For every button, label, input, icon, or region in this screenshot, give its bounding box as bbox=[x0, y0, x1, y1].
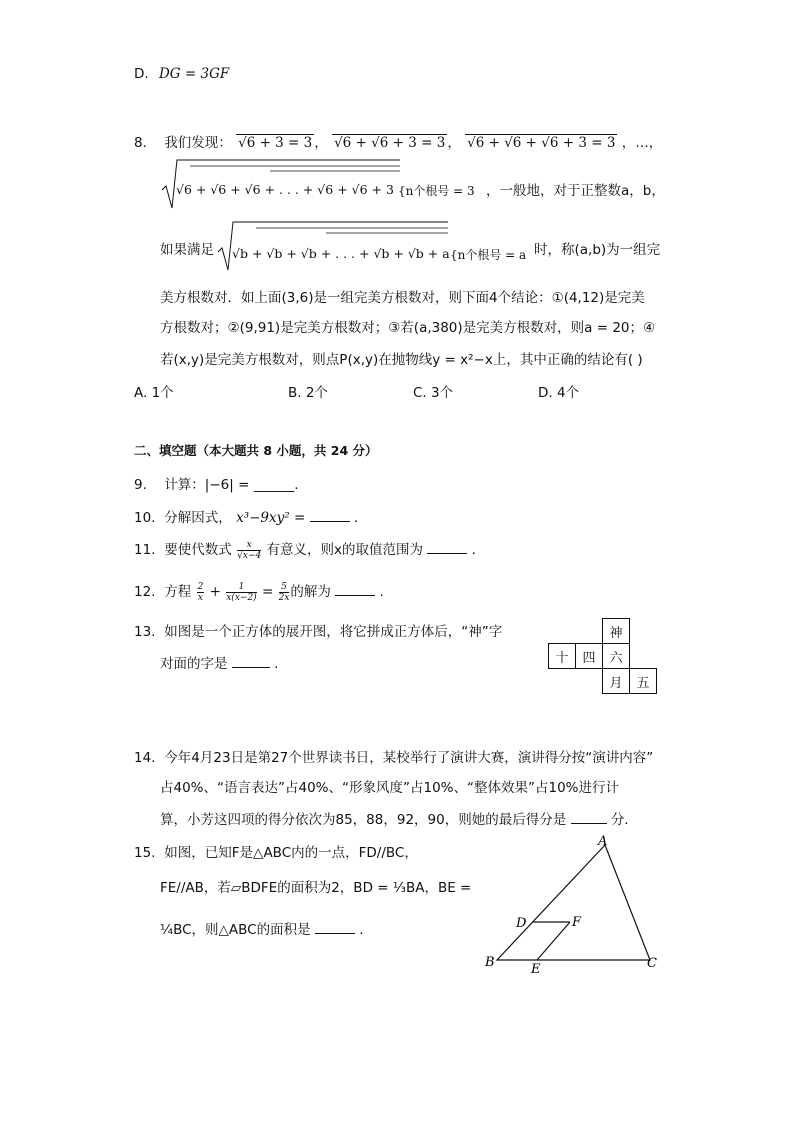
plus-sign: + bbox=[205, 584, 226, 600]
q10-text: 分解因式， bbox=[164, 510, 232, 526]
option-d[interactable]: D. 4个 bbox=[538, 385, 580, 401]
segment-fe bbox=[537, 922, 570, 960]
answer-blank[interactable] bbox=[310, 509, 350, 522]
option-c[interactable]: C. 3个 bbox=[413, 385, 454, 401]
q14-line2: 占40%、“语言表达”占40%、“形象风度”占10%、“整体效果”占10%进行计 bbox=[160, 780, 619, 796]
q8-line3: 美方根数对．如上面(3,6)是一组完美方根数对，则下面4个结论：①(4,12)是完美 bbox=[160, 290, 645, 306]
q8-general-condition bbox=[398, 182, 475, 199]
fraction-numerator: x bbox=[237, 540, 261, 551]
option-b[interactable]: B. 2个 bbox=[288, 385, 328, 401]
q15-line1 bbox=[134, 841, 418, 861]
q15-end: . bbox=[359, 922, 364, 938]
net-cell: 神 bbox=[603, 619, 630, 644]
q13-line1 bbox=[134, 620, 502, 640]
answer-blank[interactable] bbox=[232, 655, 270, 668]
answer-blank[interactable] bbox=[571, 811, 607, 824]
q8-intro: 我们发现： bbox=[164, 135, 232, 151]
q15-text: 如图，已知F是△ABC内的一点，FD//BC， bbox=[164, 845, 418, 861]
label-f: F bbox=[572, 915, 582, 930]
label-b: B bbox=[485, 955, 495, 970]
question-number: 10. bbox=[134, 510, 156, 526]
q8-satisfy-condition bbox=[450, 246, 526, 263]
fraction-denominator: x bbox=[197, 592, 203, 603]
fraction-denominator: 2x bbox=[278, 592, 290, 603]
q8-example-2: √6 + √6 + 3 = 3 bbox=[334, 135, 446, 151]
option-a[interactable]: A. 1个 bbox=[134, 385, 174, 401]
q14-text: 今年4月23日是第27个世界读书日，某校举行了演讲大赛，演讲得分按“演讲内容” bbox=[164, 750, 654, 766]
q11-text: 要使代数式 bbox=[164, 542, 232, 558]
net-cell: 月 bbox=[603, 669, 630, 694]
q11-text-after: 有意义，则x的取值范围为 bbox=[266, 542, 423, 558]
q8-satisfy-prefix: 如果满足 bbox=[160, 242, 214, 258]
answer-blank[interactable] bbox=[315, 921, 355, 934]
fraction-denominator: x(x−2) bbox=[226, 592, 257, 603]
q8-line4: 方根数对；②(9,91)是完美方根数对；③若(a,380)是完美方根数对，则a = 20；④ bbox=[160, 320, 656, 336]
label-a: A bbox=[598, 834, 608, 849]
q12-fraction-3 bbox=[279, 582, 290, 603]
q14-end: 分． bbox=[610, 812, 638, 828]
q12-text-after: 的解为 bbox=[290, 584, 331, 600]
answer-blank[interactable] bbox=[427, 541, 467, 554]
q8-example-3: √6 + √6 + √6 + 3 = 3 bbox=[467, 135, 616, 151]
q15-line2: FE//AB，若▱BDFE的面积为2，BD = ⅓BA，BE = bbox=[160, 880, 472, 896]
label-e: E bbox=[531, 962, 541, 977]
net-cell: 十 bbox=[549, 644, 576, 669]
net-cell: 四 bbox=[576, 644, 603, 669]
q9-text: 计算：|−6| = ______. bbox=[164, 477, 299, 493]
q7-option-d bbox=[134, 66, 229, 82]
q12-text: 方程 bbox=[164, 584, 192, 600]
option-label: D. bbox=[134, 66, 149, 82]
question-12 bbox=[134, 580, 384, 603]
q8-line5: 若(x,y)是完美方根数对，则点P(x,y)在抛物线y = x²−x上，其中正确的结论有( ) bbox=[160, 352, 643, 368]
question-number: 9. bbox=[134, 477, 147, 493]
q8-line1: 8. 我们发现： √6 + 3 = 3 ， √6 + √6 + 3 = 3 ， √6 + √6 + √6 + 3 = 3 ，…， bbox=[134, 135, 663, 151]
q15-line3 bbox=[160, 918, 364, 938]
question-number: 11. bbox=[134, 542, 156, 558]
q14-text-3: 算，小芳这四项的得分依次为85，88，92，90，则她的最后得分是 bbox=[160, 812, 567, 828]
q14-line3 bbox=[160, 808, 638, 828]
q10-expression: x³−9xy² = bbox=[236, 510, 310, 526]
q8-ellipsis: ，…， bbox=[621, 135, 663, 151]
equals-sign: = bbox=[257, 584, 278, 600]
question-10 bbox=[134, 506, 358, 526]
section-title: 二、填空题（本大题共 8 小题，共 24 分） bbox=[134, 443, 378, 458]
fraction-numerator: 2 bbox=[197, 581, 204, 592]
q13-end: . bbox=[274, 656, 279, 672]
fraction-denominator: √x−4 bbox=[237, 550, 262, 561]
question-number: 8. bbox=[134, 135, 147, 151]
q11-fraction bbox=[237, 540, 261, 561]
q8-general-expression: √6 + √6 + √6 + . . . + √6 + √6 + 3 bbox=[176, 182, 394, 197]
triangle-abc bbox=[497, 845, 650, 960]
fraction-numerator: 5 bbox=[279, 582, 290, 593]
q8-satisfy-tail: 时，称(a,b)为一组完 bbox=[534, 242, 661, 258]
net-cell: 六 bbox=[603, 644, 630, 669]
question-number: 14. bbox=[134, 750, 156, 766]
net-cell: 五 bbox=[630, 669, 657, 694]
label-d: D bbox=[516, 916, 527, 931]
q8-satisfy-expression: √b + √b + √b + . . . + √b + √b + a bbox=[232, 246, 450, 261]
question-number: 13. bbox=[134, 624, 156, 640]
question-11 bbox=[134, 538, 476, 561]
label-c: C bbox=[647, 956, 657, 971]
q10-end: . bbox=[353, 510, 359, 526]
question-9 bbox=[134, 473, 298, 493]
q15-text-3: ¼BC，则△ABC的面积是 bbox=[160, 922, 311, 938]
cube-net-figure bbox=[548, 618, 657, 694]
question-number: 15. bbox=[134, 845, 156, 861]
question-number: 12. bbox=[134, 584, 156, 600]
q12-fraction-1 bbox=[197, 582, 205, 603]
fraction-numerator: 1 bbox=[226, 582, 256, 593]
q8-general-tail: ，一般地，对于正整数a，b， bbox=[486, 183, 665, 199]
q13-text: 如图是一个正方体的展开图，将它拼成正方体后，“神”字 bbox=[164, 624, 503, 640]
q12-end: . bbox=[379, 584, 384, 600]
answer-blank[interactable] bbox=[335, 583, 375, 596]
q13-text-2: 对面的字是 bbox=[160, 656, 228, 672]
q13-line2 bbox=[160, 652, 278, 672]
q8-condition-text: {n个根号 = a bbox=[450, 248, 527, 262]
q14-line1 bbox=[134, 746, 653, 766]
q11-end: . bbox=[471, 542, 476, 558]
triangle-figure bbox=[480, 830, 670, 980]
q12-fraction-2 bbox=[226, 582, 256, 603]
option-expression: DG = 3GF bbox=[158, 66, 230, 82]
q8-example-1: √6 + 3 = 3 bbox=[238, 135, 313, 151]
q8-condition-text: {n个根号 = 3 bbox=[398, 184, 475, 198]
